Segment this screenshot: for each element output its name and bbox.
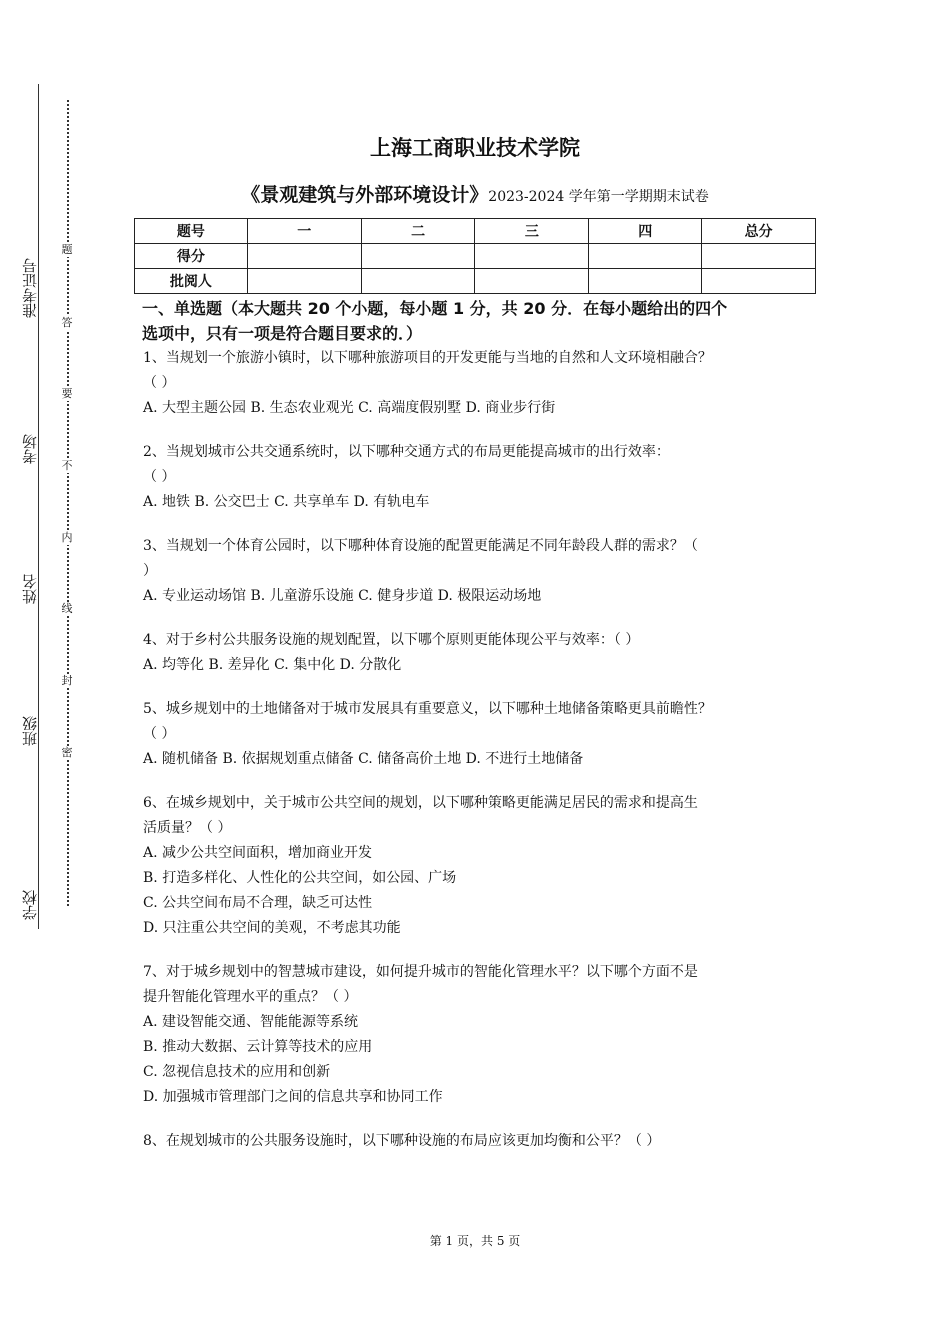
reviewer-cell bbox=[475, 269, 589, 294]
question-options: C. 公共空间布局不合理，缺乏可达性 bbox=[143, 895, 373, 911]
question-stem: 3、当规划一个体育公园时，以下哪种体育设施的配置更能满足不同年龄段人群的需求？（ bbox=[143, 538, 698, 554]
score-header-cell: 总分 bbox=[702, 219, 816, 244]
question-options: A. 均等化 B. 差异化 C. 集中化 D. 分散化 bbox=[143, 657, 402, 673]
question-options: D. 只注重公共空间的美观，不考虑其功能 bbox=[143, 920, 401, 936]
score-header-cell: 二 bbox=[361, 219, 475, 244]
score-header-cell: 一 bbox=[247, 219, 361, 244]
seal-char: 题 bbox=[61, 243, 73, 256]
page-number: 第 1 页，共 5 页 bbox=[429, 1234, 521, 1248]
question-stem: （ ） bbox=[143, 469, 176, 485]
exam-term: 2023-2024 学年第一学期期末试卷 bbox=[488, 189, 709, 205]
question-options: B. 打造多样化、人性化的公共空间，如公园、广场 bbox=[143, 870, 457, 886]
margin-label-school: 学校 bbox=[21, 890, 39, 920]
question-stem: 8、在规划城市的公共服务设施时，以下哪种设施的布局应该更加均衡和公平？（ ） bbox=[143, 1133, 661, 1149]
reviewer-row bbox=[135, 269, 816, 294]
score-cell bbox=[475, 244, 589, 269]
seal-dotted-line bbox=[67, 100, 69, 906]
margin-label-name: 姓名 bbox=[21, 574, 39, 604]
question-item bbox=[143, 440, 821, 515]
seal-char: 要 bbox=[61, 387, 73, 400]
seal-char: 密 bbox=[61, 746, 73, 759]
question-stem: 5、城乡规划中的土地储备对于城市发展具有重要意义，以下哪种土地储备策略更具前瞻性？ bbox=[143, 701, 712, 717]
score-cell bbox=[589, 244, 702, 269]
question-list bbox=[143, 346, 821, 1154]
score-row bbox=[135, 244, 816, 269]
reviewer-cell bbox=[247, 269, 361, 294]
question-options: A. 大型主题公园 B. 生态农业观光 C. 高端度假别墅 D. 商业步行街 bbox=[143, 400, 556, 416]
question-item bbox=[143, 791, 821, 941]
school-name: 上海工商职业技术学院 bbox=[370, 136, 580, 160]
score-cell bbox=[702, 244, 816, 269]
section-heading-line: 一、单选题（本大题共 20 个小题，每小题 1 分，共 20 分．在每小题给出的四个 bbox=[142, 299, 728, 318]
question-item bbox=[143, 1129, 821, 1154]
question-options: D. 加强城市管理部门之间的信息共享和协同工作 bbox=[143, 1089, 443, 1105]
question-stem: ） bbox=[143, 563, 157, 579]
section-heading-line: 选项中，只有一项是符合题目要求的．） bbox=[142, 324, 423, 343]
score-header-cell: 三 bbox=[475, 219, 589, 244]
question-item bbox=[143, 534, 821, 609]
question-stem: 2、当规划城市公共交通系统时，以下哪种交通方式的布局更能提高城市的出行效率： bbox=[143, 444, 670, 460]
question-options: C. 忽视信息技术的应用和创新 bbox=[143, 1064, 331, 1080]
score-table-header-row bbox=[135, 219, 816, 244]
reviewer-cell bbox=[589, 269, 702, 294]
question-options: A. 专业运动场馆 B. 儿童游乐设施 C. 健身步道 D. 极限运动场地 bbox=[143, 588, 542, 604]
exam-content bbox=[143, 296, 821, 1154]
margin-label-exam-id: 准考证号 bbox=[21, 258, 39, 318]
margin-rule bbox=[38, 84, 39, 929]
seal-char: 封 bbox=[61, 674, 73, 687]
seal-char: 答 bbox=[61, 316, 73, 329]
question-stem: 提升智能化管理水平的重点？（ ） bbox=[143, 989, 358, 1005]
margin-label-exam-room: 考场 bbox=[21, 434, 39, 464]
question-stem: 1、当规划一个旅游小镇时，以下哪种旅游项目的开发更能与当地的自然和人文环境相融合？ bbox=[143, 350, 712, 366]
score-cell bbox=[361, 244, 475, 269]
question-item bbox=[143, 346, 821, 421]
score-cell bbox=[247, 244, 361, 269]
question-options: A. 建设智能交通、智能能源等系统 bbox=[143, 1014, 359, 1030]
seal-char: 内 bbox=[61, 531, 73, 544]
score-row-label: 得分 bbox=[135, 244, 248, 269]
question-stem: 活质量？（ ） bbox=[143, 820, 232, 836]
seal-char: 不 bbox=[61, 459, 73, 472]
seal-char: 线 bbox=[61, 602, 73, 615]
question-options: A. 随机储备 B. 依据规划重点储备 C. 储备高价土地 D. 不进行土地储备 bbox=[143, 751, 584, 767]
reviewer-cell bbox=[361, 269, 475, 294]
reviewer-cell bbox=[702, 269, 816, 294]
course-title: 《景观建筑与外部环境设计》 bbox=[241, 184, 489, 206]
question-options: A. 减少公共空间面积，增加商业开发 bbox=[143, 845, 373, 861]
question-stem: （ ） bbox=[143, 375, 176, 391]
question-stem: （ ） bbox=[143, 726, 176, 742]
question-stem: 4、对于乡村公共服务设施的规划配置，以下哪个原则更能体现公平与效率：（ ） bbox=[143, 632, 640, 648]
score-header-cell: 题号 bbox=[135, 219, 248, 244]
score-header-cell: 四 bbox=[589, 219, 702, 244]
question-options: A. 地铁 B. 公交巴士 C. 共享单车 D. 有轨电车 bbox=[143, 494, 430, 510]
question-stem: 7、对于城乡规划中的智慧城市建设，如何提升城市的智能化管理水平？以下哪个方面不是 bbox=[143, 964, 698, 980]
question-item bbox=[143, 628, 821, 678]
score-table bbox=[134, 218, 816, 294]
question-options: B. 推动大数据、云计算等技术的应用 bbox=[143, 1039, 373, 1055]
margin-label-class: 班级 bbox=[21, 716, 39, 746]
question-stem: 6、在城乡规划中，关于城市公共空间的规划，以下哪种策略更能满足居民的需求和提高生 bbox=[143, 795, 698, 811]
question-item bbox=[143, 697, 821, 772]
reviewer-row-label: 批阅人 bbox=[135, 269, 248, 294]
exam-title bbox=[0, 180, 950, 207]
question-item bbox=[143, 960, 821, 1110]
section-heading bbox=[142, 296, 821, 346]
